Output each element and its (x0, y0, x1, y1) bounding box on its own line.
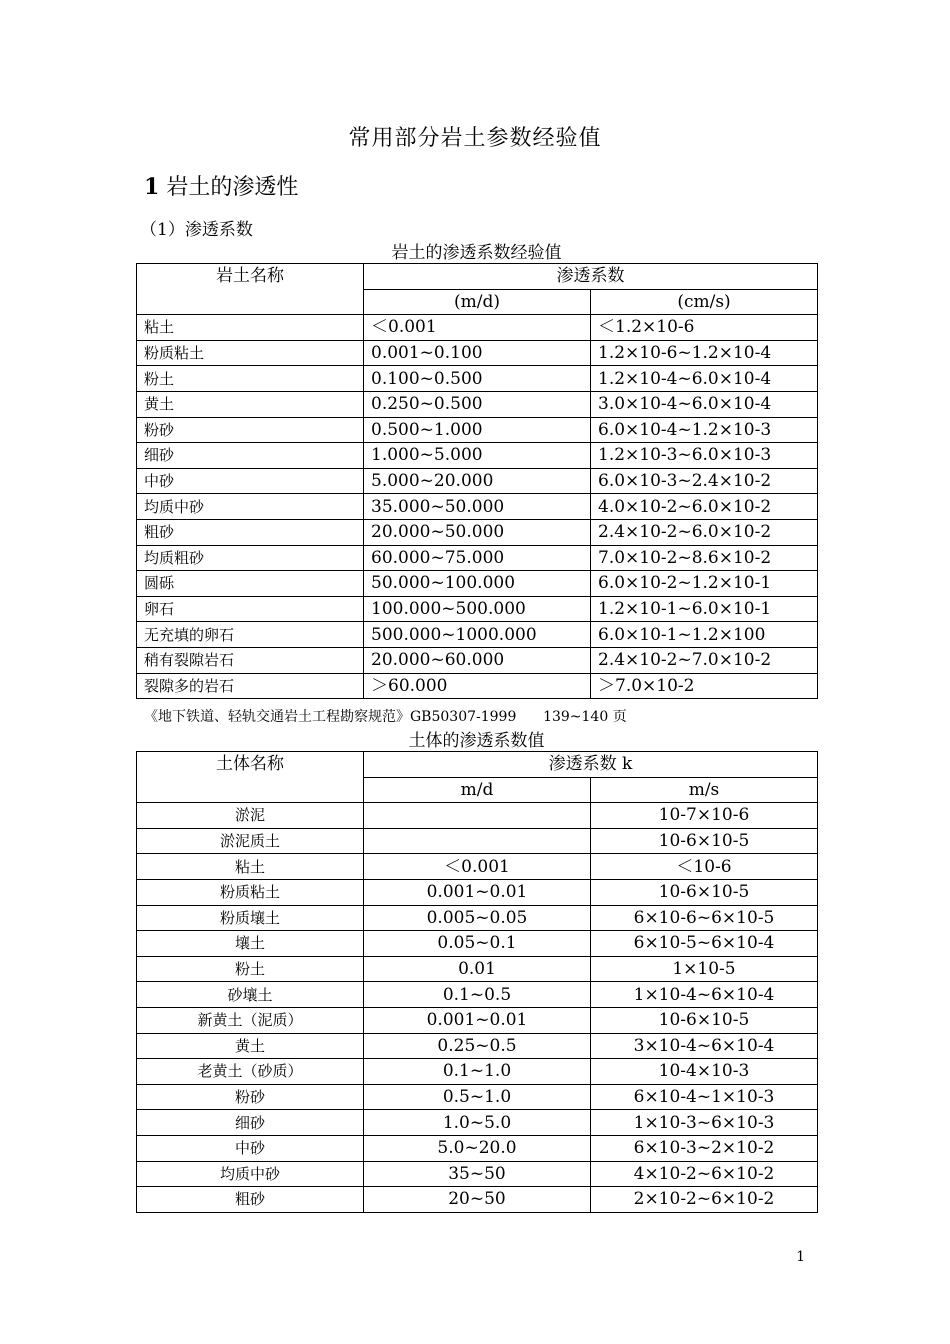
table-row (137, 1084, 818, 1110)
subsection-heading (140, 215, 253, 240)
table-row (137, 905, 818, 931)
value-md-cell: 0.5~1.0 (364, 1084, 591, 1110)
soil-name-cell: 新黄土（泥质） (137, 1007, 364, 1033)
value-md-cell: 35~50 (364, 1161, 591, 1187)
value-md-cell: 0.005~0.05 (364, 905, 591, 931)
page-title: 常用部分岩土参数经验值 (348, 126, 602, 151)
soil-name-cell: 粉砂 (137, 1084, 364, 1110)
soil-name-cell: 稍有裂隙岩石 (137, 647, 364, 673)
value-ms-cell: 1×10-4~6×10-4 (591, 982, 818, 1008)
value-ms-cell: 6×10-3~2×10-2 (591, 1135, 818, 1161)
table1-header-name: 岩土名称 (137, 264, 364, 315)
rock-soil-permeability-table (136, 263, 818, 699)
value-cms-cell: ＞7.0×10-2 (591, 673, 818, 699)
table-row (137, 443, 818, 469)
value-md-cell: 0.500~1.000 (364, 417, 591, 443)
value-md-cell: 0.05~0.1 (364, 931, 591, 957)
table-row (137, 879, 818, 905)
value-md-cell: 0.01 (364, 956, 591, 982)
table-row (137, 931, 818, 957)
page-number: 1 (796, 1249, 805, 1265)
soil-name-cell: 细砂 (137, 1110, 364, 1136)
value-md-cell: 5.000~20.000 (364, 468, 591, 494)
table-row (137, 647, 818, 673)
value-md-cell: 0.1~1.0 (364, 1059, 591, 1085)
table-row (137, 596, 818, 622)
value-md-cell: 0.001~0.01 (364, 1007, 591, 1033)
value-cms-cell: 1.2×10-1~6.0×10-1 (591, 596, 818, 622)
soil-name-cell: 粉质粘土 (137, 879, 364, 905)
table-row (137, 1187, 818, 1213)
table-row (137, 803, 818, 829)
soil-name-cell: 粉砂 (137, 417, 364, 443)
table-row (137, 366, 818, 392)
soil-name-cell: 粗砂 (137, 1187, 364, 1213)
table-row (137, 571, 818, 597)
value-cms-cell: 6.0×10-2~1.2×10-1 (591, 571, 818, 597)
value-md-cell: 0.100~0.500 (364, 366, 591, 392)
value-md-cell: 0.001~0.100 (364, 340, 591, 366)
value-md-cell: 1.0~5.0 (364, 1110, 591, 1136)
value-cms-cell: 1.2×10-4~6.0×10-4 (591, 366, 818, 392)
value-cms-cell: 4.0×10-2~6.0×10-2 (591, 494, 818, 520)
source-citation: 《地下铁道、轻轨交通岩土工程勘察规范》GB50307-1999 139~140 页 (144, 709, 627, 725)
soil-name-cell: 粘土 (137, 854, 364, 880)
value-md-cell: 5.0~20.0 (364, 1135, 591, 1161)
soil-name-cell: 均质中砂 (137, 494, 364, 520)
table-row (137, 545, 818, 571)
value-ms-cell: 6×10-6~6×10-5 (591, 905, 818, 931)
table-row (137, 391, 818, 417)
value-ms-cell: 4×10-2~6×10-2 (591, 1161, 818, 1187)
soil-name-cell: 均质粗砂 (137, 545, 364, 571)
section-title: 岩土的渗透性 (166, 175, 299, 200)
soil-name-cell: 粘土 (137, 315, 364, 341)
value-md-cell (364, 803, 591, 829)
soil-name-cell: 粉质壤土 (137, 905, 364, 931)
value-ms-cell: 10-7×10-6 (591, 803, 818, 829)
soil-name-cell: 均质中砂 (137, 1161, 364, 1187)
table-row (137, 622, 818, 648)
value-ms-cell: 1×10-5 (591, 956, 818, 982)
soil-name-cell: 无充填的卵石 (137, 622, 364, 648)
value-ms-cell: ＜10-6 (591, 854, 818, 880)
table1-caption: 岩土的渗透系数经验值 (391, 243, 562, 263)
value-md-cell: 35.000~50.000 (364, 494, 591, 520)
soil-name-cell: 卵石 (137, 596, 364, 622)
value-md-cell: 20~50 (364, 1187, 591, 1213)
table-row (137, 519, 818, 545)
value-md-cell: 100.000~500.000 (364, 596, 591, 622)
table2-header-name: 土体名称 (137, 752, 364, 803)
value-ms-cell: 6×10-4~1×10-3 (591, 1084, 818, 1110)
soil-permeability-table (136, 751, 818, 1213)
table-row (137, 1161, 818, 1187)
table-row (137, 417, 818, 443)
table2-header-group: 渗透系数 k (364, 752, 818, 778)
value-cms-cell: 2.4×10-2~6.0×10-2 (591, 519, 818, 545)
soil-name-cell: 粉土 (137, 956, 364, 982)
soil-name-cell: 粉质粘土 (137, 340, 364, 366)
value-cms-cell: 1.2×10-3~6.0×10-3 (591, 443, 818, 469)
value-ms-cell: 6×10-5~6×10-4 (591, 931, 818, 957)
soil-name-cell: 老黄土（砂质） (137, 1059, 364, 1085)
table-row (137, 1007, 818, 1033)
subsection-title: 渗透系数 (184, 220, 253, 240)
table2-header-unit-ms: m/s (591, 777, 818, 803)
value-md-cell: 60.000~75.000 (364, 545, 591, 571)
value-md-cell: 0.250~0.500 (364, 391, 591, 417)
table-row (137, 828, 818, 854)
table-row (137, 1110, 818, 1136)
table-row (137, 494, 818, 520)
soil-name-cell: 壤土 (137, 931, 364, 957)
table-row (137, 956, 818, 982)
value-cms-cell: 3.0×10-4~6.0×10-4 (591, 391, 818, 417)
section-heading (144, 170, 298, 201)
soil-name-cell: 黄土 (137, 391, 364, 417)
table-row (137, 1033, 818, 1059)
value-md-cell: ＜0.001 (364, 854, 591, 880)
table-row (137, 1135, 818, 1161)
table2-body (137, 803, 818, 1213)
section-number: 1 (144, 174, 160, 200)
value-cms-cell: ＜1.2×10-6 (591, 315, 818, 341)
soil-name-cell: 中砂 (137, 468, 364, 494)
table1-body (137, 315, 818, 699)
value-ms-cell: 10-6×10-5 (591, 1007, 818, 1033)
soil-name-cell: 圆砾 (137, 571, 364, 597)
table-row (137, 315, 818, 341)
value-ms-cell: 2×10-2~6×10-2 (591, 1187, 818, 1213)
value-md-cell: ＜0.001 (364, 315, 591, 341)
table1-header-group: 渗透系数 (364, 264, 818, 290)
soil-name-cell: 中砂 (137, 1135, 364, 1161)
table1-header-unit-cms: (cm/s) (591, 289, 818, 315)
soil-name-cell: 粗砂 (137, 519, 364, 545)
table-row (137, 854, 818, 880)
soil-name-cell: 粉土 (137, 366, 364, 392)
table-row (137, 1059, 818, 1085)
value-cms-cell: 6.0×10-1~1.2×100 (591, 622, 818, 648)
value-md-cell (364, 828, 591, 854)
value-md-cell: 1.000~5.000 (364, 443, 591, 469)
value-ms-cell: 3×10-4~6×10-4 (591, 1033, 818, 1059)
value-cms-cell: 7.0×10-2~8.6×10-2 (591, 545, 818, 571)
value-ms-cell: 10-6×10-5 (591, 879, 818, 905)
value-cms-cell: 2.4×10-2~7.0×10-2 (591, 647, 818, 673)
value-md-cell: 20.000~60.000 (364, 647, 591, 673)
value-md-cell: ＞60.000 (364, 673, 591, 699)
table2-caption: 土体的渗透系数值 (408, 731, 545, 751)
table-row (137, 340, 818, 366)
table1-header-unit-md: (m/d) (364, 289, 591, 315)
value-cms-cell: 6.0×10-4~1.2×10-3 (591, 417, 818, 443)
value-cms-cell: 6.0×10-3~2.4×10-2 (591, 468, 818, 494)
value-ms-cell: 10-6×10-5 (591, 828, 818, 854)
soil-name-cell: 砂壤土 (137, 982, 364, 1008)
value-ms-cell: 1×10-3~6×10-3 (591, 1110, 818, 1136)
soil-name-cell: 裂隙多的岩石 (137, 673, 364, 699)
table-row (137, 468, 818, 494)
value-md-cell: 50.000~100.000 (364, 571, 591, 597)
table-row (137, 982, 818, 1008)
table2-header-unit-md: m/d (364, 777, 591, 803)
soil-name-cell: 淤泥质土 (137, 828, 364, 854)
soil-name-cell: 细砂 (137, 443, 364, 469)
value-md-cell: 20.000~50.000 (364, 519, 591, 545)
soil-name-cell: 黄土 (137, 1033, 364, 1059)
value-md-cell: 0.25~0.5 (364, 1033, 591, 1059)
value-md-cell: 0.001~0.01 (364, 879, 591, 905)
value-ms-cell: 10-4×10-3 (591, 1059, 818, 1085)
soil-name-cell: 淤泥 (137, 803, 364, 829)
value-md-cell: 0.1~0.5 (364, 982, 591, 1008)
value-cms-cell: 1.2×10-6~1.2×10-4 (591, 340, 818, 366)
table-row (137, 673, 818, 699)
subsection-number: （1） (140, 220, 185, 240)
value-md-cell: 500.000~1000.000 (364, 622, 591, 648)
